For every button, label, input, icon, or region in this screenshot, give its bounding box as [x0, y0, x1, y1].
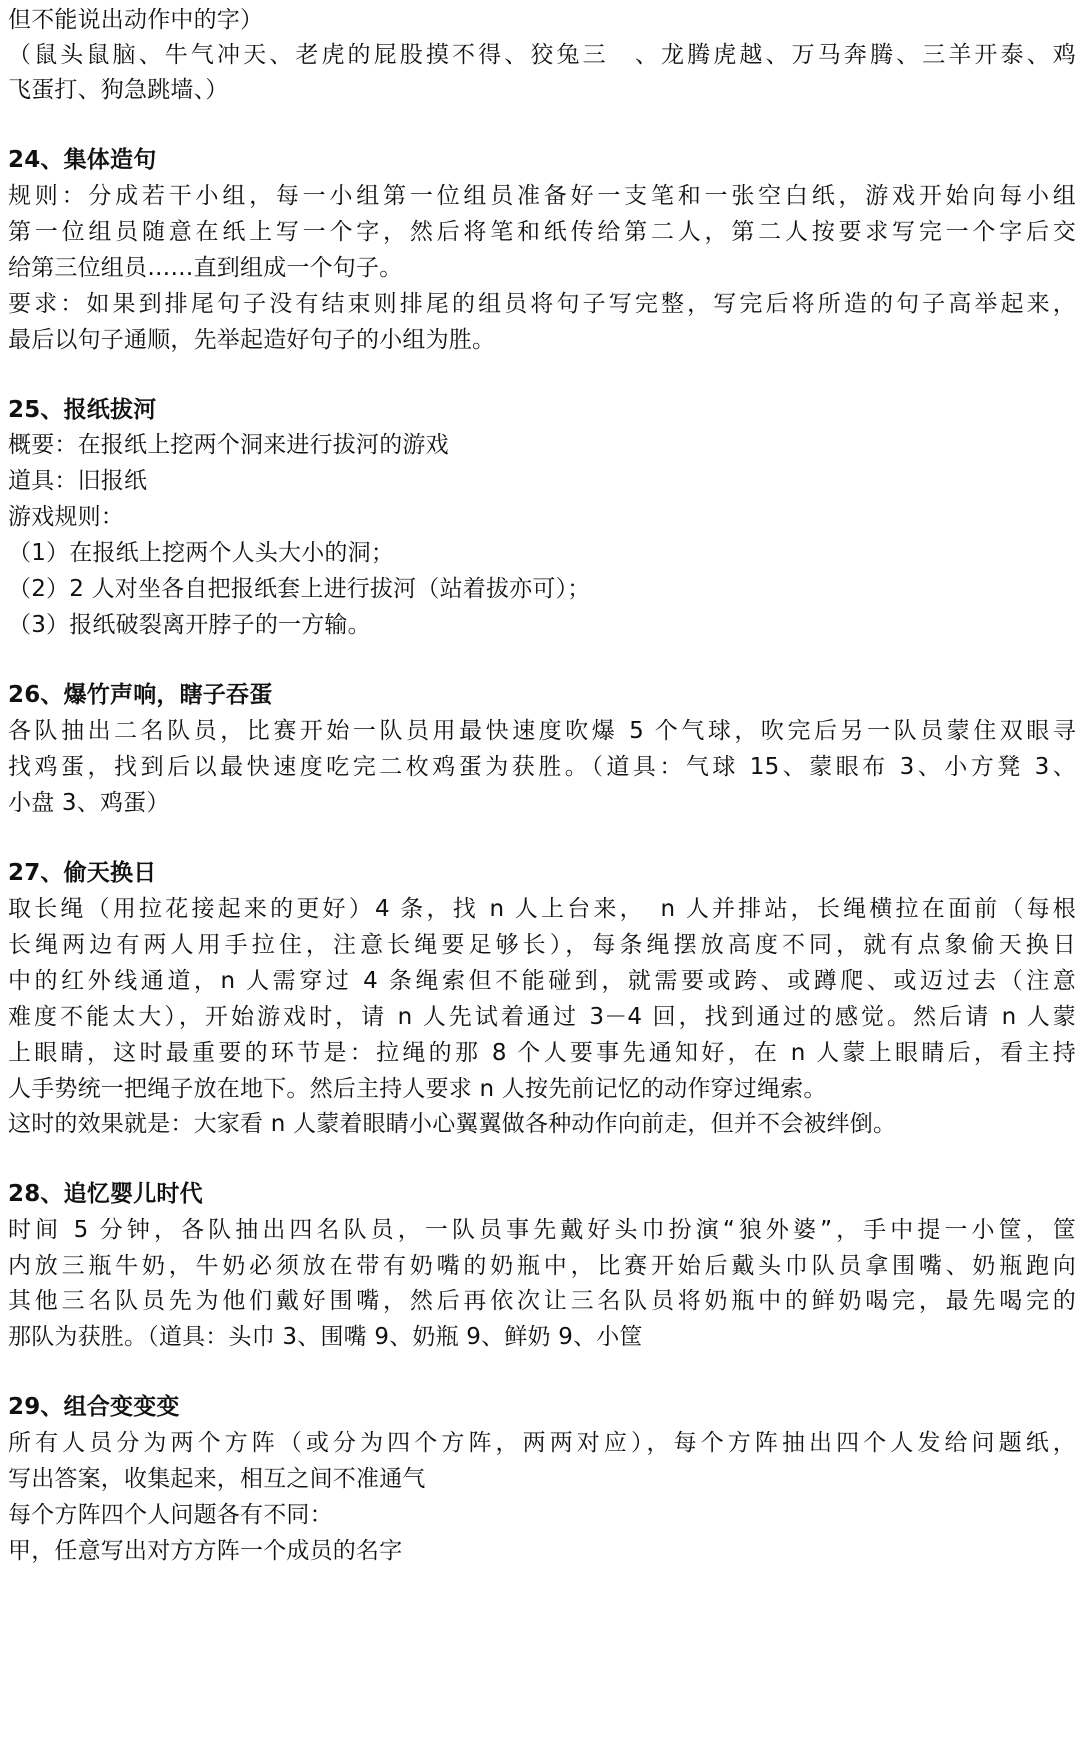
section-27-line-3: 中的红外线通道，n 人需穿过 4 条绳索但不能碰到，就需要或跨、或蹲爬、或迈过去（注意 [8, 968, 1076, 994]
section-24-requirement-line-1: 要求：如果到排尾句子没有结束则排尾的组员将句子写完整，写完后将所造的句子高举起来， [8, 291, 1076, 317]
section-25-props: 道具：旧报纸 [8, 468, 148, 494]
section-29-line-3: 每个方阵四个人问题各有不同： [8, 1502, 333, 1528]
section-25-rule-1: （1）在报纸上挖两个人头大小的洞； [8, 540, 395, 566]
section-27-line-1: 取长绳（用拉花接起来的更好）4 条，找 n 人上台来， n 人并排站，长绳横拉在面前（每根 [8, 896, 1076, 922]
section-26-line-3: 小盘 3、鸡蛋） [8, 790, 170, 816]
section-28-title: 28、追忆婴儿时代 [8, 1181, 203, 1207]
section-24-title: 24、集体造句 [8, 147, 157, 173]
section-27-line-7: 这时的效果就是：大家看 n 人蒙着眼睛小心翼翼做各种动作向前走，但并不会被绊倒。 [8, 1111, 897, 1137]
section-25-title: 25、报纸拔河 [8, 397, 157, 423]
section-29-line-2: 写出答案，收集起来，相互之间不准通气 [8, 1466, 426, 1492]
section-29-title: 29、组合变变变 [8, 1394, 180, 1420]
intro-line-2: （鼠头鼠脑、牛气冲天、老虎的屁股摸不得、狡兔三 、龙腾虎越、万马奔腾、三羊开泰、鸡 [8, 42, 1076, 68]
section-25-rules-label: 游戏规则： [8, 504, 124, 530]
section-28-line-4: 那队为获胜。（道具：头巾 3、围嘴 9、奶瓶 9、鲜奶 9、小筐 [8, 1324, 643, 1350]
section-27-line-6: 人手势统一把绳子放在地下。然后主持人要求 n 人按先前记忆的动作穿过绳索。 [8, 1076, 827, 1102]
section-29-line-1: 所有人员分为两个方阵（或分为四个方阵，两两对应），每个方阵抽出四个人发给问题纸， [8, 1430, 1076, 1456]
section-25-rule-2: （2）2 人对坐各自把报纸套上进行拔河（站着拔亦可）； [8, 576, 591, 602]
section-24-rule-line-3: 给第三位组员……直到组成一个句子。 [8, 255, 403, 281]
section-25-summary: 概要：在报纸上挖两个洞来进行拔河的游戏 [8, 432, 449, 458]
section-29-line-4: 甲，任意写出对方方阵一个成员的名字 [8, 1538, 403, 1564]
intro-line-3: 飞蛋打、狗急跳墙、） [8, 77, 229, 103]
section-26-title: 26、爆竹声响，瞎子吞蛋 [8, 682, 273, 708]
section-27-line-4: 难度不能太大），开始游戏时，请 n 人先试着通过 3－4 回，找到通过的感觉。然后请 n 人蒙 [8, 1004, 1076, 1030]
section-28-line-2: 内放三瓶牛奶，牛奶必须放在带有奶嘴的奶瓶中，比赛开始后戴头巾队员拿围嘴、奶瓶跑向 [8, 1253, 1076, 1279]
intro-line-1: 但不能说出动作中的字） [8, 7, 264, 33]
section-25-rule-3: （3）报纸破裂离开脖子的一方输。 [8, 612, 371, 638]
section-24-rule-line-2: 第一位组员随意在纸上写一个字，然后将笔和纸传给第二人，第二人按要求写完一个字后交 [8, 219, 1076, 245]
section-24-rule-line-1: 规则：分成若干小组，每一小组第一位组员准备好一支笔和一张空白纸，游戏开始向每小组 [8, 183, 1076, 209]
section-28-line-3: 其他三名队员先为他们戴好围嘴，然后再依次让三名队员将奶瓶中的鲜奶喝完，最先喝完的 [8, 1288, 1076, 1314]
section-26-line-2: 找鸡蛋，找到后以最快速度吃完二枚鸡蛋为获胜。（道具：气球 15、蒙眼布 3、小方凳 3、 [8, 754, 1076, 780]
section-27-title: 27、偷天换日 [8, 860, 157, 886]
section-27-line-2: 长绳两边有两人用手拉住，注意长绳要足够长），每条绳摆放高度不同，就有点象偷天换日 [8, 932, 1076, 958]
section-27-line-5: 上眼睛，这时最重要的环节是：拉绳的那 8 个人要事先通知好，在 n 人蒙上眼睛后，看主持 [8, 1040, 1076, 1066]
section-26-line-1: 各队抽出二名队员，比赛开始一队员用最快速度吹爆 5 个气球，吹完后另一队员蒙住双眼寻 [8, 718, 1076, 744]
section-28-line-1: 时间 5 分钟，各队抽出四名队员，一队员事先戴好头巾扮演“狼外婆”，手中提一小筐，筐 [8, 1217, 1076, 1243]
section-24-requirement-line-2: 最后以句子通顺，先举起造好句子的小组为胜。 [8, 327, 496, 353]
